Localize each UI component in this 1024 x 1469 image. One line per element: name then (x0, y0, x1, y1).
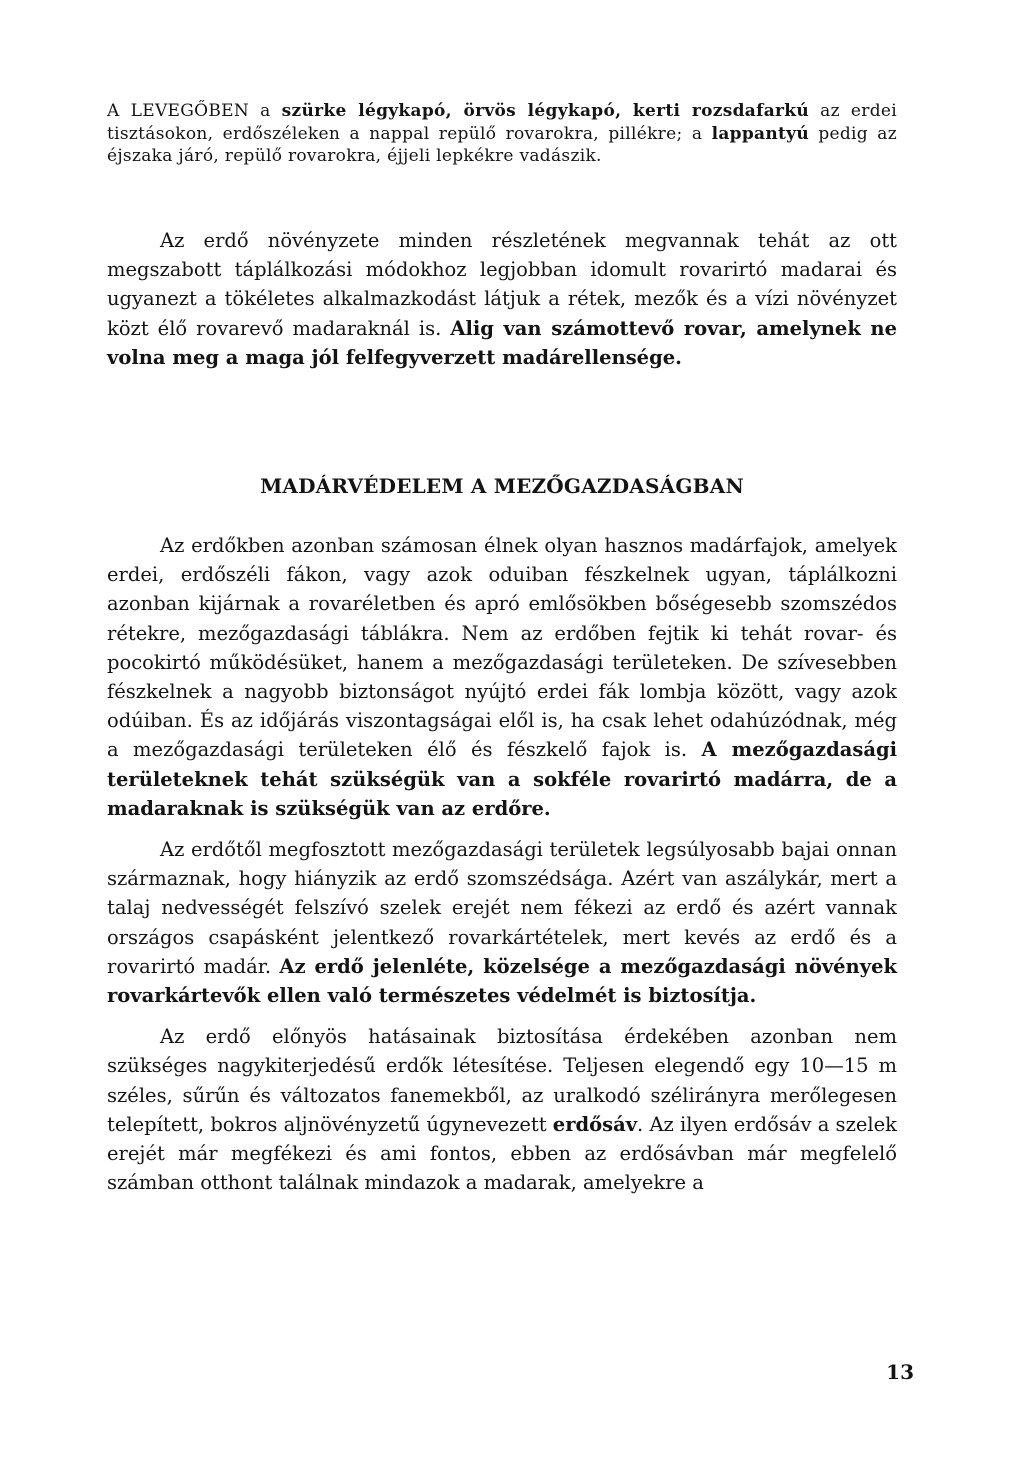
page-number: 13 (886, 1360, 914, 1384)
top-paragraph-bold-2: lappantyú (711, 123, 809, 144)
top-paragraph (107, 100, 897, 168)
body-paragraph-1-text: Az erdőkben azonban számosan élnek olyan hasznos madárfajok, amelyek erdei, erdőszéli fákon, vagy azok oduiban fészkelnek ugyan, táplálkozni azonban kijárnak a rovaréletben és apró emlősökben bőségesebb szomszédos rétekre, mezőgazdasági táblákra. Nem az erdőben fejtik ki tehát rovar- és pocokirtó működésüket, hanem a mezőgazdasági területeken. De szívesebben fészkelnek a nagyobb biztonságot nyújtó erdei fák lombja között, vagy azok odúiban. És az időjárás viszontagságai elől is, ha csak lehet odahúzódnak, még a mezőgazdasági területeken élő és fészkelő fajok is. (107, 534, 897, 762)
body-paragraph-1 (107, 531, 897, 823)
top-paragraph-text-3: pedig az éjszaka járó, repülő rovarokra, éjjeli lepkékre vadászik. (107, 123, 897, 166)
intro-text: Az erdő növényzete minden részletének megvannak tehát az ott megszabott táplálkozási módokhoz legjobban idomult rovarirtó madarai és ugyanezt a tökéletes alkalmazkodást látjuk a rétek, mezők és a vízi növényzet közt élő rovarevő madaraknál is. (107, 229, 897, 340)
body-paragraph-3-text-2: . Az ilyen erdősáv a szelek erejét már megfékezi és ami fontos, ebben az erdősávban már megfelelő számban otthont találnak mindazok a madarak, amelyekre a (107, 1112, 897, 1195)
body-section (107, 531, 897, 1197)
body-paragraph-3-text-1: Az erdő előnyös hatásainak biztosítása érdekében azonban nem szükséges nagykiterjedésű erdők létesítése. Teljesen elegendő egy 10—15 m széles, sűrűn és változatos fanemekből, az uralkodó szélirányra merőlegesen telepített, bokros aljnövényzetű úgynevezett (107, 1025, 897, 1136)
intro-bold-text: Alig van számottevő rovar, amelynek ne volna meg a maga jól felfegyverzett madárellensége. (107, 316, 897, 369)
top-paragraph-text-2: az erdei tisztásokon, erdőszéleken a nappal repülő rovarokra, pillékre; a (107, 101, 897, 144)
body-paragraph-2-text: Az erdőtől megfosztott mezőgazdasági területek legsúlyosabb bajai onnan származnak, hogy hiányzik az erdő szomszédsága. Azért van aszálykár, mert a talaj nedvességét felszívó szelek erejét nem fékezi az erdő és azért vannak országos csapásként jelentkező rovarkártételek, mert kevés az erdő és a rovarirtó madár. (107, 838, 897, 978)
top-paragraph-bold-1: szürke légykapó, örvös légykapó, kerti rozsdafarkú (281, 101, 810, 121)
body-paragraph-2-bold: Az erdő jelenléte, közelsége a mezőgazdasági növények rovarkártevők ellen való természetes védelmét is biztosítja. (107, 954, 897, 1008)
body-paragraph-1-bold: A mezőgazdasági területeknek tehát szükségük van a sokféle rovarirtó madárra, de a madaraknak is szükségük van az erdőre. (107, 738, 898, 820)
intro-section (107, 226, 897, 372)
intro-paragraph (107, 226, 897, 372)
top-paragraph-text-1: A LEVEGŐBEN a (107, 101, 282, 121)
body-paragraph-2 (107, 835, 897, 1010)
section-heading: MADÁRVÉDELEM A MEZŐGAZDASÁGBAN (260, 474, 744, 498)
body-paragraph-3-bold: erdősáv (552, 1112, 638, 1136)
body-paragraph-3 (107, 1022, 897, 1197)
